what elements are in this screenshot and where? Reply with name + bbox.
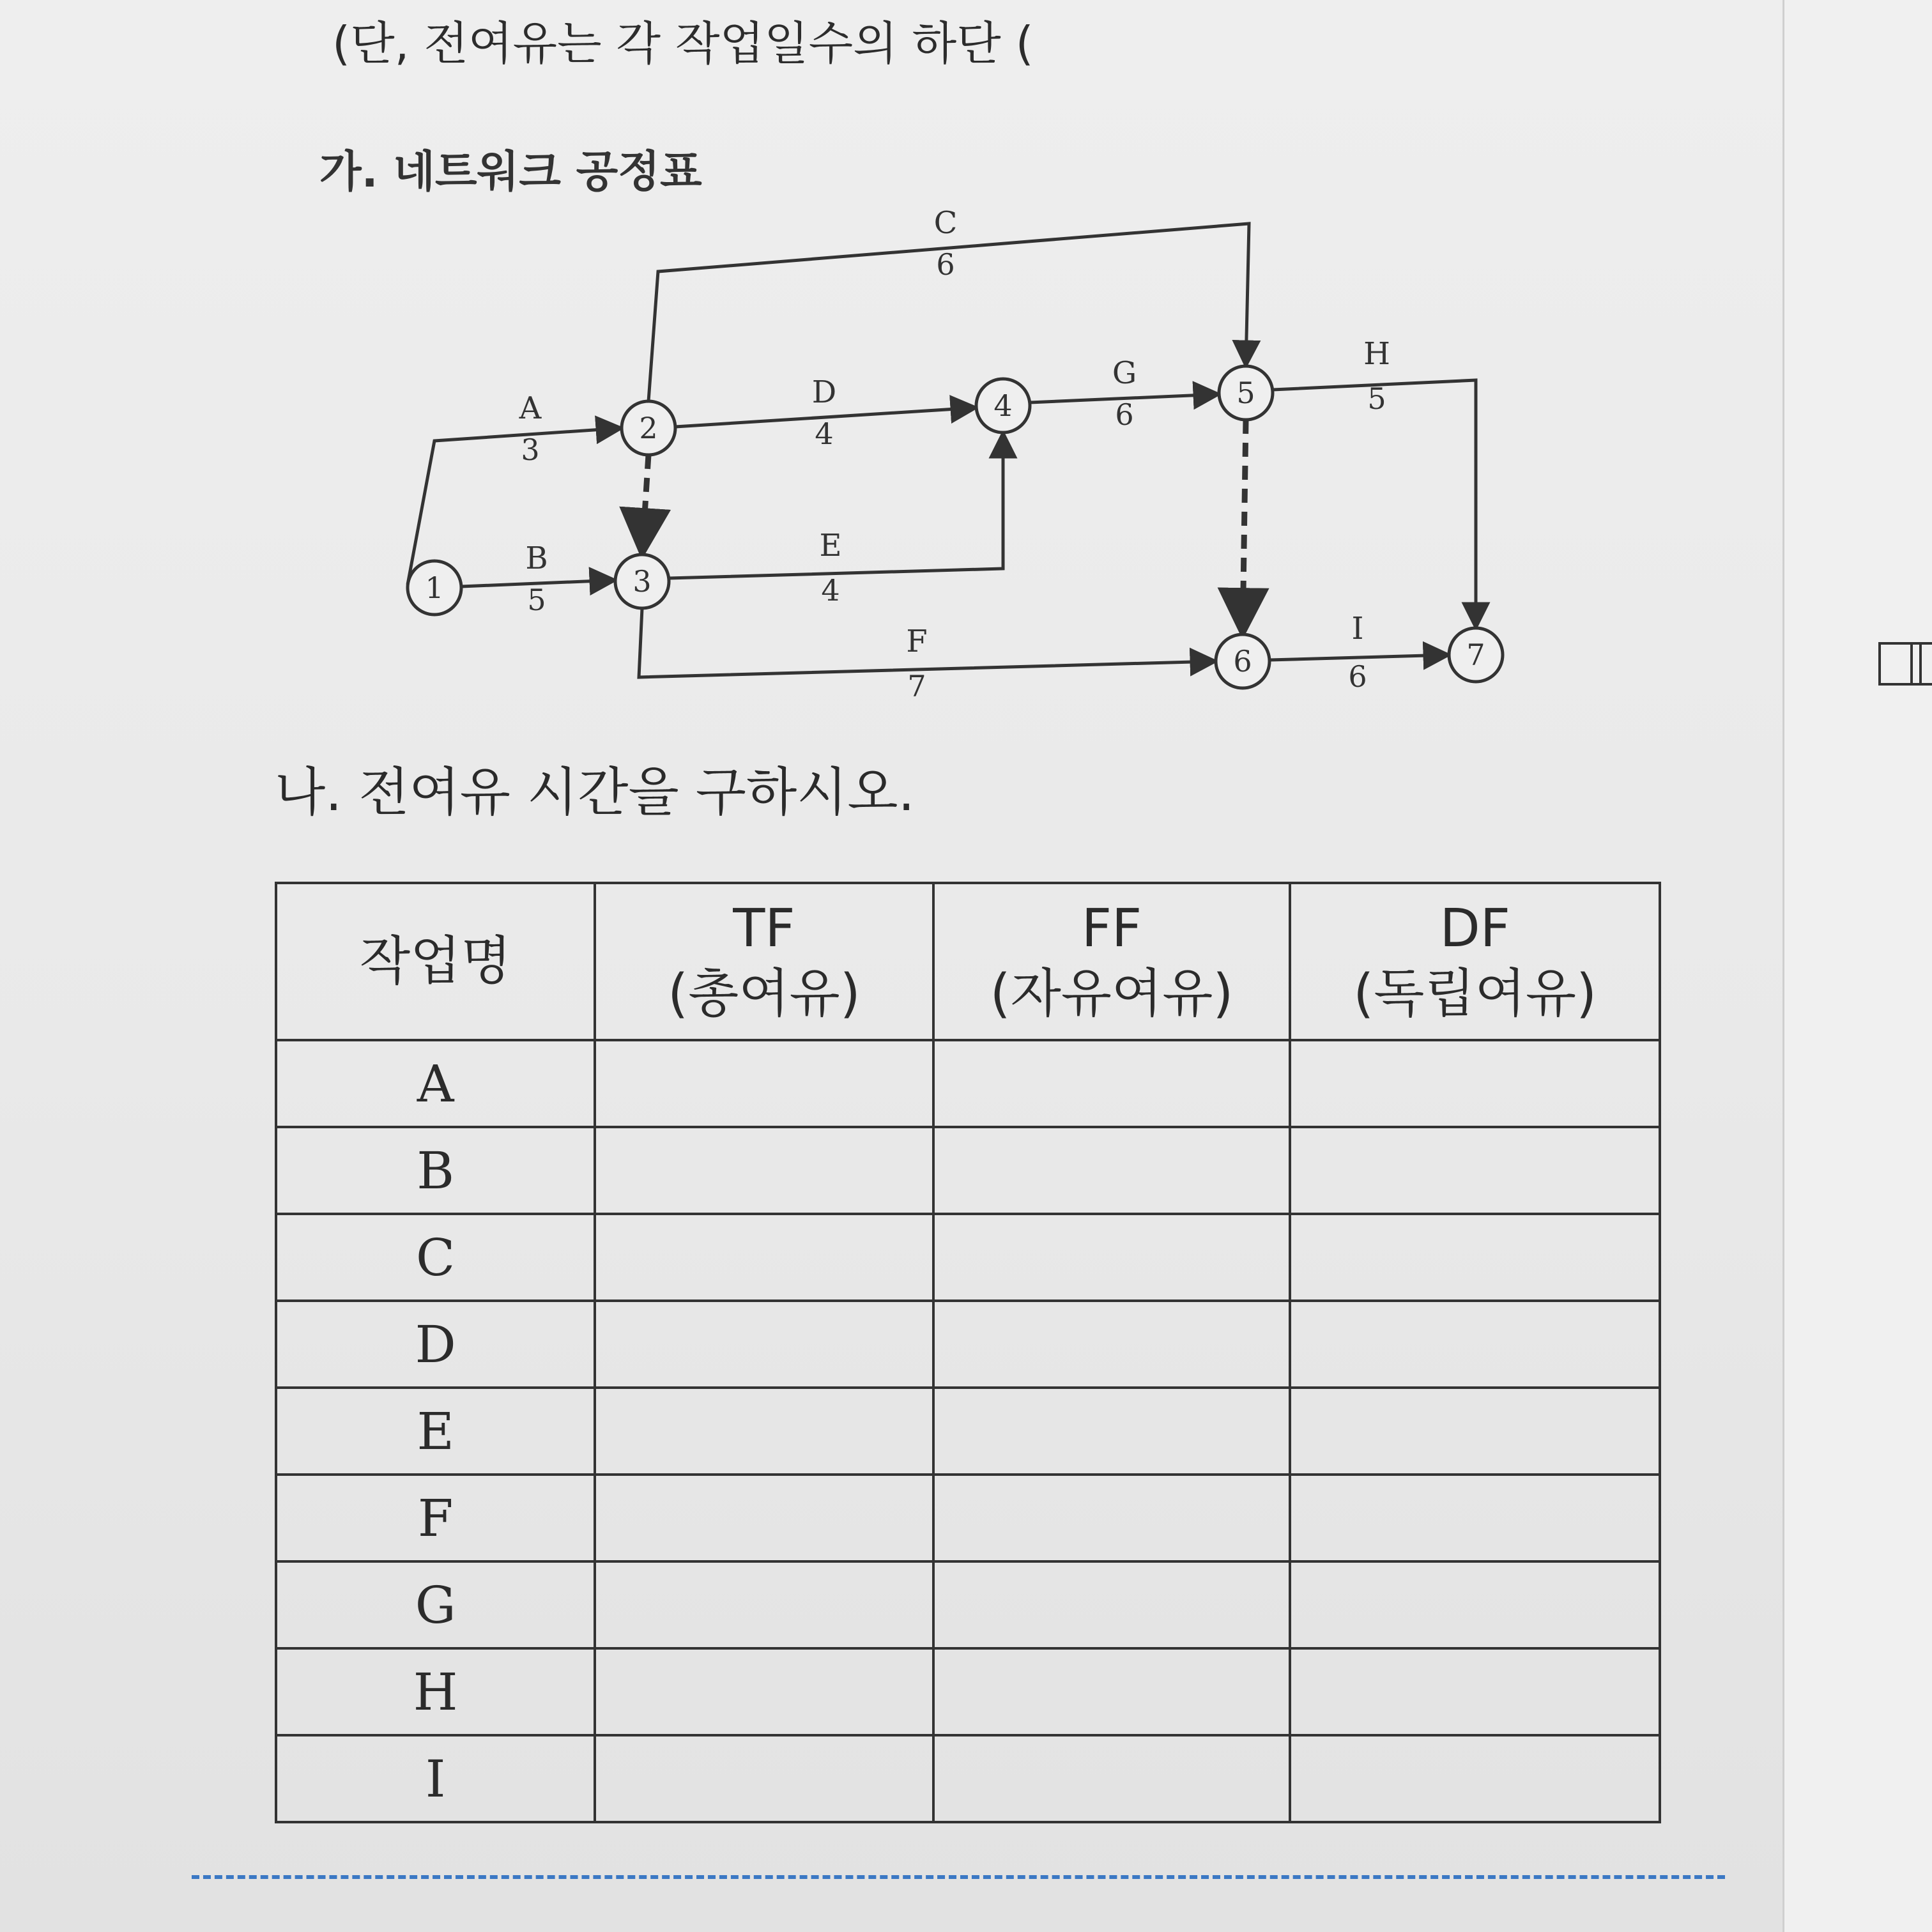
tf-answer-cell[interactable] [595, 1214, 933, 1301]
table-header-row [276, 883, 1660, 1040]
task-name-cell: G [276, 1561, 595, 1648]
activity-duration: 6 [1115, 397, 1134, 432]
tf-answer-cell[interactable] [595, 1475, 933, 1561]
header-df-sublabel: (독립여유) [1353, 963, 1597, 1024]
node-number: 2 [639, 411, 658, 445]
tf-answer-cell[interactable] [595, 1735, 933, 1822]
activity-label: G [1112, 355, 1137, 391]
ff-answer-cell[interactable] [933, 1475, 1291, 1561]
node-number: 7 [1466, 638, 1485, 672]
activity-duration: 5 [1367, 381, 1386, 416]
float-table-container [275, 882, 1661, 1823]
adjacent-page-edge [1782, 0, 1932, 1932]
activity-label: D [811, 374, 837, 410]
header-task [276, 883, 595, 1040]
df-answer-cell[interactable] [1290, 1475, 1660, 1561]
df-answer-cell[interactable] [1290, 1388, 1660, 1475]
df-answer-cell[interactable] [1290, 1214, 1660, 1301]
activity-duration: 4 [821, 573, 840, 608]
activity-arrow-h [1273, 380, 1476, 628]
task-name-cell: F [276, 1475, 595, 1561]
task-name-cell: H [276, 1648, 595, 1735]
df-answer-cell[interactable] [1290, 1301, 1660, 1388]
tf-answer-cell[interactable] [595, 1301, 933, 1388]
tf-answer-cell[interactable] [595, 1561, 933, 1648]
ff-answer-cell[interactable] [933, 1214, 1291, 1301]
activity-duration: 3 [521, 433, 540, 467]
df-answer-cell[interactable] [1290, 1648, 1660, 1735]
header-ff-label: FF [1081, 898, 1142, 959]
network-diagram [0, 0, 1661, 741]
table-row [276, 1475, 1660, 1561]
df-answer-cell[interactable] [1290, 1561, 1660, 1648]
table-row [276, 1648, 1660, 1735]
activity-label: E [819, 528, 842, 564]
ff-answer-cell[interactable] [933, 1127, 1291, 1214]
task-name-cell: B [276, 1127, 595, 1214]
node-number: 1 [425, 571, 444, 605]
activity-duration: 4 [815, 417, 834, 451]
ff-answer-cell[interactable] [933, 1388, 1291, 1475]
checkbox-glyph [1910, 642, 1932, 686]
activity-label: A [519, 390, 542, 426]
df-answer-cell[interactable] [1290, 1735, 1660, 1822]
activity-label: H [1363, 336, 1390, 372]
task-name-cell: D [276, 1301, 595, 1388]
table-row [276, 1388, 1660, 1475]
header-task-label: 작업명 [359, 930, 512, 992]
task-name-cell: A [276, 1040, 595, 1127]
activity-label: C [933, 205, 958, 241]
activity-label: F [906, 624, 928, 659]
dummy-arrow [1243, 420, 1246, 634]
header-ff-sublabel: (자유여유) [990, 963, 1234, 1024]
task-name-cell: I [276, 1735, 595, 1822]
tf-answer-cell[interactable] [595, 1127, 933, 1214]
task-name-cell: C [276, 1214, 595, 1301]
header-tf-label: TF [733, 898, 795, 959]
tf-answer-cell[interactable] [595, 1648, 933, 1735]
activity-duration: 5 [527, 583, 546, 617]
dummy-arrow [642, 455, 648, 555]
tf-answer-cell[interactable] [595, 1040, 933, 1127]
header-tf-sublabel: (총여유) [668, 963, 861, 1024]
node-number: 5 [1236, 376, 1255, 410]
activity-label: B [525, 540, 548, 576]
float-table-body [276, 1040, 1660, 1822]
table-row [276, 1735, 1660, 1822]
activity-duration: 6 [936, 247, 955, 282]
ff-answer-cell[interactable] [933, 1561, 1291, 1648]
section-a-heading: 가. 네트워크 공정표 [319, 147, 702, 197]
table-row [276, 1040, 1660, 1127]
blue-dashed-rule [192, 1875, 1725, 1879]
df-answer-cell[interactable] [1290, 1127, 1660, 1214]
header-ff [933, 883, 1291, 1040]
question-note: (단, 전여유는 각 작업일수의 하단 ( [332, 17, 1034, 70]
table-row [276, 1561, 1660, 1648]
header-tf [595, 883, 933, 1040]
section-b-heading: 나. 전여유 시간을 구하시오. [275, 762, 915, 823]
df-answer-cell[interactable] [1290, 1040, 1660, 1127]
table-row [276, 1127, 1660, 1214]
tf-answer-cell[interactable] [595, 1388, 933, 1475]
header-df [1290, 883, 1660, 1040]
ff-answer-cell[interactable] [933, 1040, 1291, 1127]
node-number: 4 [993, 388, 1013, 423]
table-row [276, 1301, 1660, 1388]
ff-answer-cell[interactable] [933, 1301, 1291, 1388]
activity-duration: 6 [1348, 659, 1367, 694]
ff-answer-cell[interactable] [933, 1735, 1291, 1822]
node-number: 6 [1233, 644, 1252, 678]
header-df-label: DF [1439, 898, 1510, 959]
table-row [276, 1214, 1660, 1301]
activity-label: I [1351, 611, 1364, 647]
float-table [275, 882, 1661, 1823]
ff-answer-cell[interactable] [933, 1648, 1291, 1735]
activity-duration: 7 [907, 669, 926, 703]
node-number: 3 [632, 564, 652, 599]
task-name-cell: E [276, 1388, 595, 1475]
